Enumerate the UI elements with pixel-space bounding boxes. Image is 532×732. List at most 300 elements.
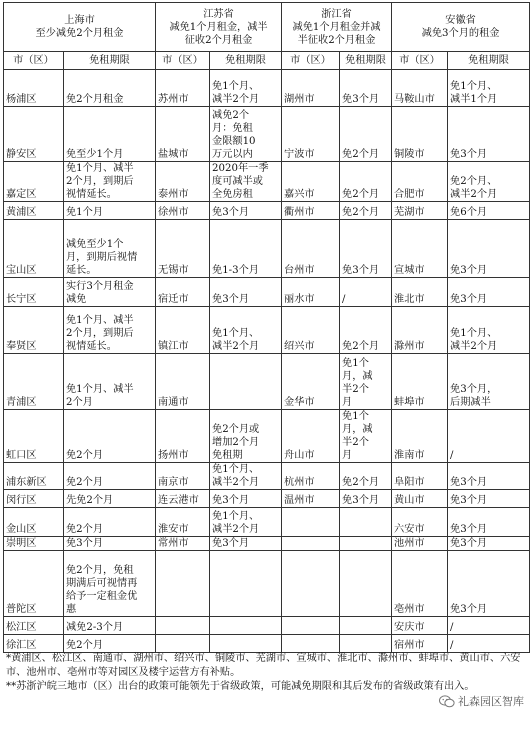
cell-line: 免3个月 bbox=[450, 604, 488, 615]
rent-term-cell bbox=[340, 354, 392, 410]
city-cell bbox=[4, 463, 64, 490]
cell-line: 减半2个月 bbox=[212, 341, 260, 352]
rent-term-cell bbox=[448, 635, 530, 653]
cell-line: 减半2个月 bbox=[212, 477, 260, 488]
cell-line: 免2个月 bbox=[342, 189, 380, 200]
cell-line: 免6个月 bbox=[450, 207, 488, 218]
rent-term-cell bbox=[210, 354, 282, 410]
rent-term-cell bbox=[340, 278, 392, 307]
city-cell bbox=[282, 220, 340, 278]
rent-term-cell bbox=[210, 410, 282, 463]
cell-line: 免3个月 bbox=[212, 495, 250, 506]
cell-line: 2个月，到期后 bbox=[66, 328, 134, 339]
rent-term-cell bbox=[340, 537, 392, 551]
rent-term-cell bbox=[340, 490, 392, 508]
cell-line: 合肥市 bbox=[394, 189, 425, 200]
cell-line: 宝山区 bbox=[6, 265, 37, 276]
table-row bbox=[4, 635, 530, 653]
city-cell bbox=[282, 202, 340, 220]
cell-line: 浦东新区 bbox=[6, 477, 47, 488]
cell-line: 免1个月、减半 bbox=[66, 315, 134, 326]
cell-line: 先免2个月 bbox=[66, 495, 114, 506]
rent-term-cell bbox=[340, 220, 392, 278]
cell-line: 延长。 bbox=[66, 265, 97, 276]
city-cell bbox=[392, 551, 448, 617]
cell-line: 长宁区 bbox=[6, 294, 37, 305]
city-cell bbox=[282, 635, 340, 653]
city-cell bbox=[156, 508, 210, 537]
cell-line: 温州市 bbox=[284, 495, 315, 506]
rent-term-cell bbox=[340, 635, 392, 653]
cell-line: 给予一定租金优 bbox=[66, 591, 138, 602]
column-header: 市（区） bbox=[392, 52, 448, 70]
cell-line: 嘉兴市 bbox=[284, 189, 315, 200]
city-cell bbox=[4, 551, 64, 617]
cell-line: 免3个月 bbox=[450, 495, 488, 506]
rent-term-cell bbox=[210, 490, 282, 508]
cell-line: 金山区 bbox=[6, 524, 37, 535]
city-cell bbox=[156, 307, 210, 354]
cell-line: 免3个月 bbox=[450, 538, 488, 549]
rent-term-cell bbox=[210, 70, 282, 107]
city-cell bbox=[392, 307, 448, 354]
cell-line: 免2个月 bbox=[342, 207, 380, 218]
rent-term-cell bbox=[340, 307, 392, 354]
cell-line: 免1个月、减半 bbox=[66, 384, 134, 395]
cell-line: 免2个月 bbox=[342, 149, 380, 160]
cell-line: 免3个月 bbox=[450, 294, 488, 305]
rent-term-cell bbox=[210, 508, 282, 537]
table-row bbox=[4, 551, 530, 617]
rent-term-cell bbox=[64, 537, 156, 551]
city-cell bbox=[392, 490, 448, 508]
watermark bbox=[437, 692, 526, 710]
cell-line: 全免房租 bbox=[212, 189, 253, 200]
city-cell bbox=[156, 278, 210, 307]
cell-line: 免至少1个月 bbox=[66, 149, 124, 160]
cell-line: 免1个月、 bbox=[212, 511, 260, 522]
cell-line: 宿州市 bbox=[394, 640, 425, 651]
cell-line: 苏州市 bbox=[158, 94, 189, 105]
cell-line: 连云港市 bbox=[158, 495, 199, 506]
city-cell bbox=[4, 107, 64, 162]
cell-line: 免1个月、 bbox=[212, 464, 260, 475]
cell-line: 减免2个 bbox=[212, 110, 250, 121]
cell-line: 免1个月、 bbox=[450, 81, 498, 92]
rent-term-cell bbox=[64, 490, 156, 508]
cell-line: 月，减 bbox=[342, 371, 373, 382]
rent-relief-table bbox=[3, 2, 530, 653]
rent-term-cell bbox=[448, 508, 530, 537]
rent-term-cell bbox=[210, 202, 282, 220]
cell-line: 减半2个月 bbox=[212, 524, 260, 535]
cell-line: 阜阳市 bbox=[394, 477, 425, 488]
cell-line: 徐汇区 bbox=[6, 640, 37, 651]
header-jiangsu: 江苏省 减免1个月租金，减半 征收2个月租金 bbox=[156, 3, 282, 52]
city-cell bbox=[4, 490, 64, 508]
city-cell bbox=[156, 70, 210, 107]
rent-term-cell bbox=[340, 551, 392, 617]
cell-line: 半2个 bbox=[342, 437, 369, 448]
rent-term-cell bbox=[210, 635, 282, 653]
city-cell bbox=[282, 354, 340, 410]
column-header: 市（区） bbox=[156, 52, 210, 70]
city-cell bbox=[282, 410, 340, 463]
city-cell bbox=[282, 537, 340, 551]
table-row bbox=[4, 107, 530, 162]
city-cell bbox=[156, 354, 210, 410]
city-cell bbox=[392, 508, 448, 537]
city-cell bbox=[4, 635, 64, 653]
city-cell bbox=[156, 537, 210, 551]
column-header: 免租期限 bbox=[340, 52, 392, 70]
cell-line: 实行3个月租金 bbox=[66, 281, 134, 292]
cell-line: 蚌埠市 bbox=[394, 397, 425, 408]
cell-line: 减半2个月 bbox=[212, 94, 260, 105]
rent-term-cell bbox=[448, 354, 530, 410]
city-cell bbox=[392, 635, 448, 653]
city-cell bbox=[156, 617, 210, 635]
cell-line: / bbox=[450, 622, 454, 633]
footnote: *黄浦区、松江区、南通市、湖州市、绍兴市、铜陵市、芜湖市、宣城市、淮北市、滁州市、蚌埠市、黄山市、六安市、池州市、亳州市等对园区及楼宇运营方有补贴。 bbox=[6, 653, 521, 678]
rent-term-cell bbox=[64, 635, 156, 653]
rent-term-cell bbox=[448, 202, 530, 220]
rent-term-cell bbox=[340, 508, 392, 537]
city-cell bbox=[156, 162, 210, 202]
rent-term-cell bbox=[64, 410, 156, 463]
header-anhui: 安徽省 减免3个月的租金 bbox=[392, 3, 530, 52]
cell-line: 月 bbox=[342, 450, 353, 461]
cell-line: 衢州市 bbox=[284, 207, 315, 218]
cell-line: 常州市 bbox=[158, 538, 189, 549]
cell-line: 杨浦区 bbox=[6, 94, 37, 105]
rent-term-cell bbox=[340, 617, 392, 635]
rent-term-cell bbox=[210, 307, 282, 354]
cell-line: 免3个月 bbox=[450, 265, 488, 276]
cell-line: 月 bbox=[342, 397, 353, 408]
city-cell bbox=[282, 70, 340, 107]
cell-line: 惠 bbox=[66, 604, 77, 615]
cell-line: 免3个月 bbox=[450, 524, 488, 535]
cell-line: 杭州市 bbox=[284, 477, 315, 488]
table-row bbox=[4, 617, 530, 635]
cell-line: 免3个月 bbox=[212, 538, 250, 549]
wechat-icon bbox=[439, 695, 455, 708]
rent-term-cell bbox=[448, 307, 530, 354]
cell-line: 2个月 bbox=[66, 397, 93, 408]
cell-line: 马鞍山市 bbox=[394, 94, 435, 105]
cell-line: 淮北市 bbox=[394, 294, 425, 305]
rent-term-cell bbox=[448, 278, 530, 307]
rent-term-cell bbox=[448, 107, 530, 162]
city-cell bbox=[282, 463, 340, 490]
cell-line: 宣城市 bbox=[394, 265, 425, 276]
city-cell bbox=[4, 410, 64, 463]
cell-line: 免3个月， bbox=[450, 384, 498, 395]
cell-line: 月：免租 bbox=[212, 123, 253, 134]
cell-line: 免1个 bbox=[342, 358, 369, 369]
cell-line: 免2个月 bbox=[342, 341, 380, 352]
table-row bbox=[4, 220, 530, 278]
table-row bbox=[4, 463, 530, 490]
table-row bbox=[4, 490, 530, 508]
table-row bbox=[4, 307, 530, 354]
cell-line: 免3个月 bbox=[212, 294, 250, 305]
city-cell bbox=[156, 490, 210, 508]
rent-term-cell bbox=[210, 107, 282, 162]
city-cell bbox=[282, 508, 340, 537]
cell-line: 免3个月 bbox=[450, 477, 488, 488]
cell-line: 减半2个月 bbox=[450, 341, 498, 352]
cell-line: 六安市 bbox=[394, 524, 425, 535]
cell-line: 青浦区 bbox=[6, 397, 37, 408]
cell-line: 虹口区 bbox=[6, 450, 37, 461]
city-cell bbox=[4, 307, 64, 354]
city-cell bbox=[156, 202, 210, 220]
cell-line: 台州市 bbox=[284, 265, 315, 276]
cell-line: 免2个月 bbox=[66, 477, 104, 488]
table-row bbox=[4, 278, 530, 307]
cell-line: 宁波市 bbox=[284, 149, 315, 160]
cell-line: 减半2个月 bbox=[450, 189, 498, 200]
city-cell bbox=[282, 307, 340, 354]
cell-line: 免1个 bbox=[342, 411, 369, 422]
cell-line: 崇明区 bbox=[6, 538, 37, 549]
footnotes bbox=[6, 652, 526, 694]
table-row bbox=[4, 70, 530, 107]
cell-line: 万元以内 bbox=[212, 149, 253, 160]
column-header: 免租期限 bbox=[448, 52, 530, 70]
cell-line: / bbox=[450, 450, 454, 461]
cell-line: 免2个月 bbox=[66, 640, 104, 651]
rent-term-cell bbox=[210, 278, 282, 307]
rent-term-cell bbox=[210, 220, 282, 278]
rent-term-cell bbox=[448, 220, 530, 278]
rent-term-cell bbox=[448, 162, 530, 202]
header-zhejiang: 浙江省 减免1个月租金并减 半征收2个月租金 bbox=[282, 3, 392, 52]
city-cell bbox=[392, 70, 448, 107]
city-cell bbox=[282, 107, 340, 162]
table-row bbox=[4, 410, 530, 463]
city-cell bbox=[156, 107, 210, 162]
cell-line: 淮安市 bbox=[158, 524, 189, 535]
cell-line: 减半1个月 bbox=[450, 94, 498, 105]
cell-line: 月，到期后视情 bbox=[66, 252, 138, 263]
rent-term-cell bbox=[210, 551, 282, 617]
cell-line: 盐城市 bbox=[158, 149, 189, 160]
rent-term-cell bbox=[340, 162, 392, 202]
city-cell bbox=[4, 508, 64, 537]
city-cell bbox=[392, 617, 448, 635]
cell-line: 舟山市 bbox=[284, 450, 315, 461]
rent-term-cell bbox=[64, 278, 156, 307]
cell-line: 免1个月、减半 bbox=[66, 163, 134, 174]
cell-line: 视情延长。 bbox=[66, 189, 117, 200]
cell-line: 免1个月、 bbox=[450, 328, 498, 339]
cell-line: 免1个月 bbox=[66, 207, 104, 218]
rent-term-cell bbox=[64, 551, 156, 617]
rent-term-cell bbox=[64, 202, 156, 220]
rent-term-cell bbox=[448, 70, 530, 107]
watermark-text: 礼森园区智库 bbox=[458, 695, 524, 708]
city-cell bbox=[156, 463, 210, 490]
city-cell bbox=[392, 278, 448, 307]
city-cell bbox=[392, 537, 448, 551]
city-cell bbox=[4, 220, 64, 278]
rent-term-cell bbox=[340, 463, 392, 490]
rent-term-cell bbox=[64, 354, 156, 410]
cell-line: 普陀区 bbox=[6, 604, 37, 615]
cell-line: / bbox=[450, 640, 454, 651]
cell-line: 滁州市 bbox=[394, 341, 425, 352]
cell-line: 减免 bbox=[66, 294, 87, 305]
rent-term-cell bbox=[64, 70, 156, 107]
rent-term-cell bbox=[64, 617, 156, 635]
cell-line: 免3个月 bbox=[342, 94, 380, 105]
cell-line: 免2个月 bbox=[342, 477, 380, 488]
rent-term-cell bbox=[64, 220, 156, 278]
cell-line: 安庆市 bbox=[394, 622, 425, 633]
cell-line: 镇江市 bbox=[158, 341, 189, 352]
city-cell bbox=[4, 617, 64, 635]
rent-term-cell bbox=[64, 508, 156, 537]
cell-line: 宿迁市 bbox=[158, 294, 189, 305]
table-row bbox=[4, 202, 530, 220]
rent-term-cell bbox=[448, 490, 530, 508]
table-row bbox=[4, 537, 530, 551]
city-cell bbox=[282, 490, 340, 508]
rent-term-cell bbox=[64, 463, 156, 490]
cell-line: 2个月，到期后 bbox=[66, 176, 134, 187]
cell-line: 免2个月、 bbox=[450, 176, 498, 187]
cell-line: 奉贤区 bbox=[6, 341, 37, 352]
cell-line: 南通市 bbox=[158, 397, 189, 408]
cell-line: 度可减半或 bbox=[212, 176, 263, 187]
city-cell bbox=[156, 551, 210, 617]
cell-line: 淮南市 bbox=[394, 450, 425, 461]
cell-line: 丽水市 bbox=[284, 294, 315, 305]
cell-line: 免1-3个月 bbox=[212, 265, 259, 276]
cell-line: 免1个月、 bbox=[212, 81, 260, 92]
cell-line: 泰州市 bbox=[158, 189, 189, 200]
rent-term-cell bbox=[64, 307, 156, 354]
cell-line: 金华市 bbox=[284, 397, 315, 408]
cell-line: 金限额10 bbox=[212, 136, 256, 147]
city-cell bbox=[282, 617, 340, 635]
cell-line: 免3个月 bbox=[66, 538, 104, 549]
column-header: 免租期限 bbox=[210, 52, 282, 70]
cell-line: 免3个月 bbox=[342, 265, 380, 276]
cell-line: 半2个 bbox=[342, 384, 369, 395]
city-cell bbox=[392, 202, 448, 220]
cell-line: 亳州市 bbox=[394, 604, 425, 615]
header-shanghai: 上海市 至少减免2个月租金 bbox=[4, 3, 156, 52]
cell-line: 增加2个月 bbox=[212, 437, 260, 448]
cell-line: 无锡市 bbox=[158, 265, 189, 276]
region-header-row bbox=[4, 3, 530, 52]
city-cell bbox=[282, 162, 340, 202]
rent-term-cell bbox=[210, 162, 282, 202]
cell-line: 湖州市 bbox=[284, 94, 315, 105]
city-cell bbox=[4, 278, 64, 307]
cell-line: 免1个月、 bbox=[212, 328, 260, 339]
footnote: **苏浙沪皖三地市（区）出台的政策可能领先于省级政策，可能减免期限和其后发布的省级政策有出入。 bbox=[6, 681, 475, 692]
city-cell bbox=[4, 354, 64, 410]
cell-line: 免租期 bbox=[212, 450, 243, 461]
city-cell bbox=[156, 635, 210, 653]
rent-term-cell bbox=[64, 162, 156, 202]
rent-term-cell bbox=[340, 410, 392, 463]
cell-line: 免2个月，免租 bbox=[66, 565, 134, 576]
rent-term-cell bbox=[340, 107, 392, 162]
city-cell bbox=[4, 202, 64, 220]
cell-line: 免2个月 bbox=[66, 450, 104, 461]
column-header: 市（区） bbox=[282, 52, 340, 70]
rent-term-cell bbox=[64, 107, 156, 162]
city-cell bbox=[156, 220, 210, 278]
cell-line: 免3个月 bbox=[450, 149, 488, 160]
cell-line: 减免2-3个月 bbox=[66, 622, 124, 633]
cell-line: 池州市 bbox=[394, 538, 425, 549]
cell-line: 期满后可视情再 bbox=[66, 578, 138, 589]
cell-line: 徐州市 bbox=[158, 207, 189, 218]
cell-line: 2020年一季 bbox=[212, 163, 269, 174]
column-header: 市（区） bbox=[4, 52, 64, 70]
cell-line: 月，减 bbox=[342, 424, 373, 435]
column-header-row bbox=[4, 52, 530, 70]
table-row bbox=[4, 354, 530, 410]
rent-term-cell bbox=[210, 463, 282, 490]
city-cell bbox=[392, 162, 448, 202]
cell-line: 闵行区 bbox=[6, 495, 37, 506]
city-cell bbox=[282, 278, 340, 307]
city-cell bbox=[156, 410, 210, 463]
cell-line: 嘉定区 bbox=[6, 189, 37, 200]
cell-line: 免2个月或 bbox=[212, 424, 260, 435]
city-cell bbox=[4, 537, 64, 551]
cell-line: 免2个月租金 bbox=[66, 94, 124, 105]
table-row bbox=[4, 162, 530, 202]
table-row bbox=[4, 508, 530, 537]
cell-line: 免3个月 bbox=[212, 207, 250, 218]
city-cell bbox=[392, 354, 448, 410]
rent-term-cell bbox=[448, 410, 530, 463]
cell-line: 芜湖市 bbox=[394, 207, 425, 218]
column-header: 免租期限 bbox=[64, 52, 156, 70]
cell-line: 静安区 bbox=[6, 149, 37, 160]
cell-line: 免3个月 bbox=[342, 495, 380, 506]
cell-line: 黄浦区 bbox=[6, 207, 37, 218]
table-body bbox=[4, 70, 530, 653]
city-cell bbox=[4, 70, 64, 107]
cell-line: 黄山市 bbox=[394, 495, 425, 506]
city-cell bbox=[282, 551, 340, 617]
city-cell bbox=[392, 107, 448, 162]
cell-line: 后期减半 bbox=[450, 397, 491, 408]
cell-line: / bbox=[342, 294, 346, 305]
city-cell bbox=[392, 410, 448, 463]
city-cell bbox=[392, 220, 448, 278]
cell-line: 南京市 bbox=[158, 477, 189, 488]
cell-line: 松江区 bbox=[6, 622, 37, 633]
rent-term-cell bbox=[448, 617, 530, 635]
cell-line: 扬州市 bbox=[158, 450, 189, 461]
rent-term-cell bbox=[210, 537, 282, 551]
rent-term-cell bbox=[448, 463, 530, 490]
cell-line: 绍兴市 bbox=[284, 341, 315, 352]
rent-term-cell bbox=[210, 617, 282, 635]
cell-line: 免2个月 bbox=[66, 524, 104, 535]
